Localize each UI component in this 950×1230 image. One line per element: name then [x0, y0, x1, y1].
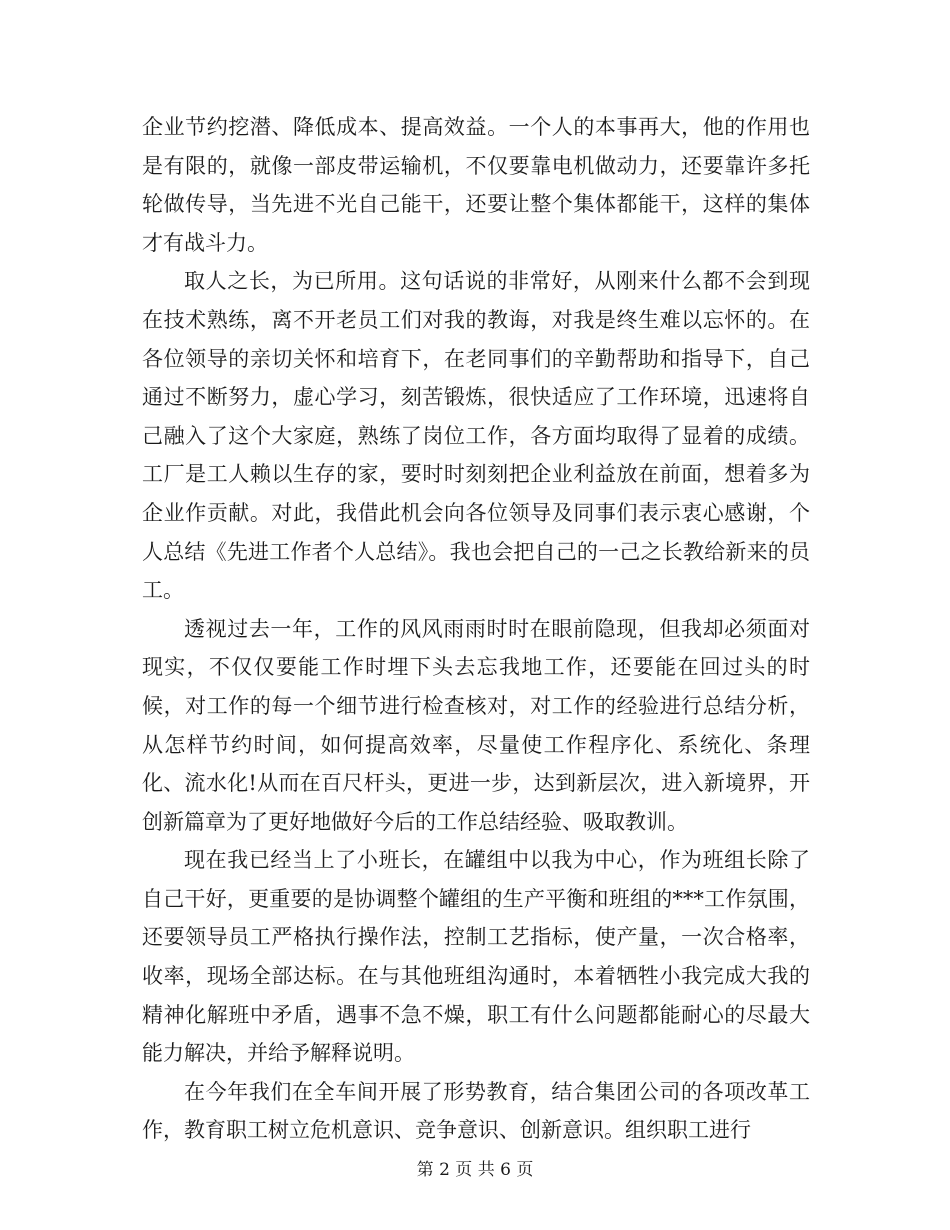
page-number-footer: 第 2 页 共 6 页 [416, 1160, 534, 1180]
paragraph-5: 在今年我们在全车间开展了形势教育，结合集团公司的各项改革工作，教育职工树立危机意识、竞争意识、创新意识。组织职工进行 [142, 1079, 810, 1143]
paragraph-2: 取人之长，为已所用。这句话说的非常好，从刚来什么都不会到现在技术熟练，离不开老员工们对我的教诲，对我是终生难以忘怀的。在各位领导的亲切关怀和培育下，在老同事们的辛勤帮助和指导下，自己通过不断努力，虚心学习，刻苦锻炼，很快适应了工作环境，迅速将自己融入了这个大家庭，熟练了岗位工作，各方面均取得了显着的成绩。工厂是工人赖以生存的家，要时时刻刻把企业利益放在前面，想着多为企业作贡献。对此，我借此机会向各位领导及同事们表示衷心感谢，个人总结《先进工作者个人总结》。我也会把自己的一己之长教给新来的员工。 [142, 269, 810, 603]
document-body [142, 108, 810, 1150]
paragraph-3: 透视过去一年，工作的风风雨雨时时在眼前隐现，但我却必须面对现实，不仅仅要能工作时埋下头去忘我地工作，还要能在回过头的时候，对工作的每一个细节进行检查核对，对工作的经验进行总结分析，从怎样节约时间，如何提高效率，尽量使工作程序化、系统化、条理化、流水化!从而在百尺杆头，更进一步，达到新层次，进入新境界，开创新篇章为了更好地做好今后的工作总结经验、吸取教训。 [142, 616, 810, 834]
paragraph-4: 现在我已经当上了小班长，在罐组中以我为中心，作为班组长除了自己干好，更重要的是协调整个罐组的生产平衡和班组的***工作氛围，还要领导员工严格执行操作法，控制工艺指标，使产量，一次合格率，收率，现场全部达标。在与其他班组沟通时，本着牺牲小我完成大我的精神化解班中矛盾，遇事不急不燥，职工有什么问题都能耐心的尽最大能力解决，并给予解释说明。 [142, 848, 810, 1066]
paragraph-1: 企业节约挖潜、降低成本、提高效益。一个人的本事再大，他的作用也是有限的，就像一部皮带运输机，不仅要靠电机做动力，还要靠许多托轮做传导，当先进不光自己能干，还要让整个集体都能干，这样的集体才有战斗力。 [142, 115, 810, 255]
